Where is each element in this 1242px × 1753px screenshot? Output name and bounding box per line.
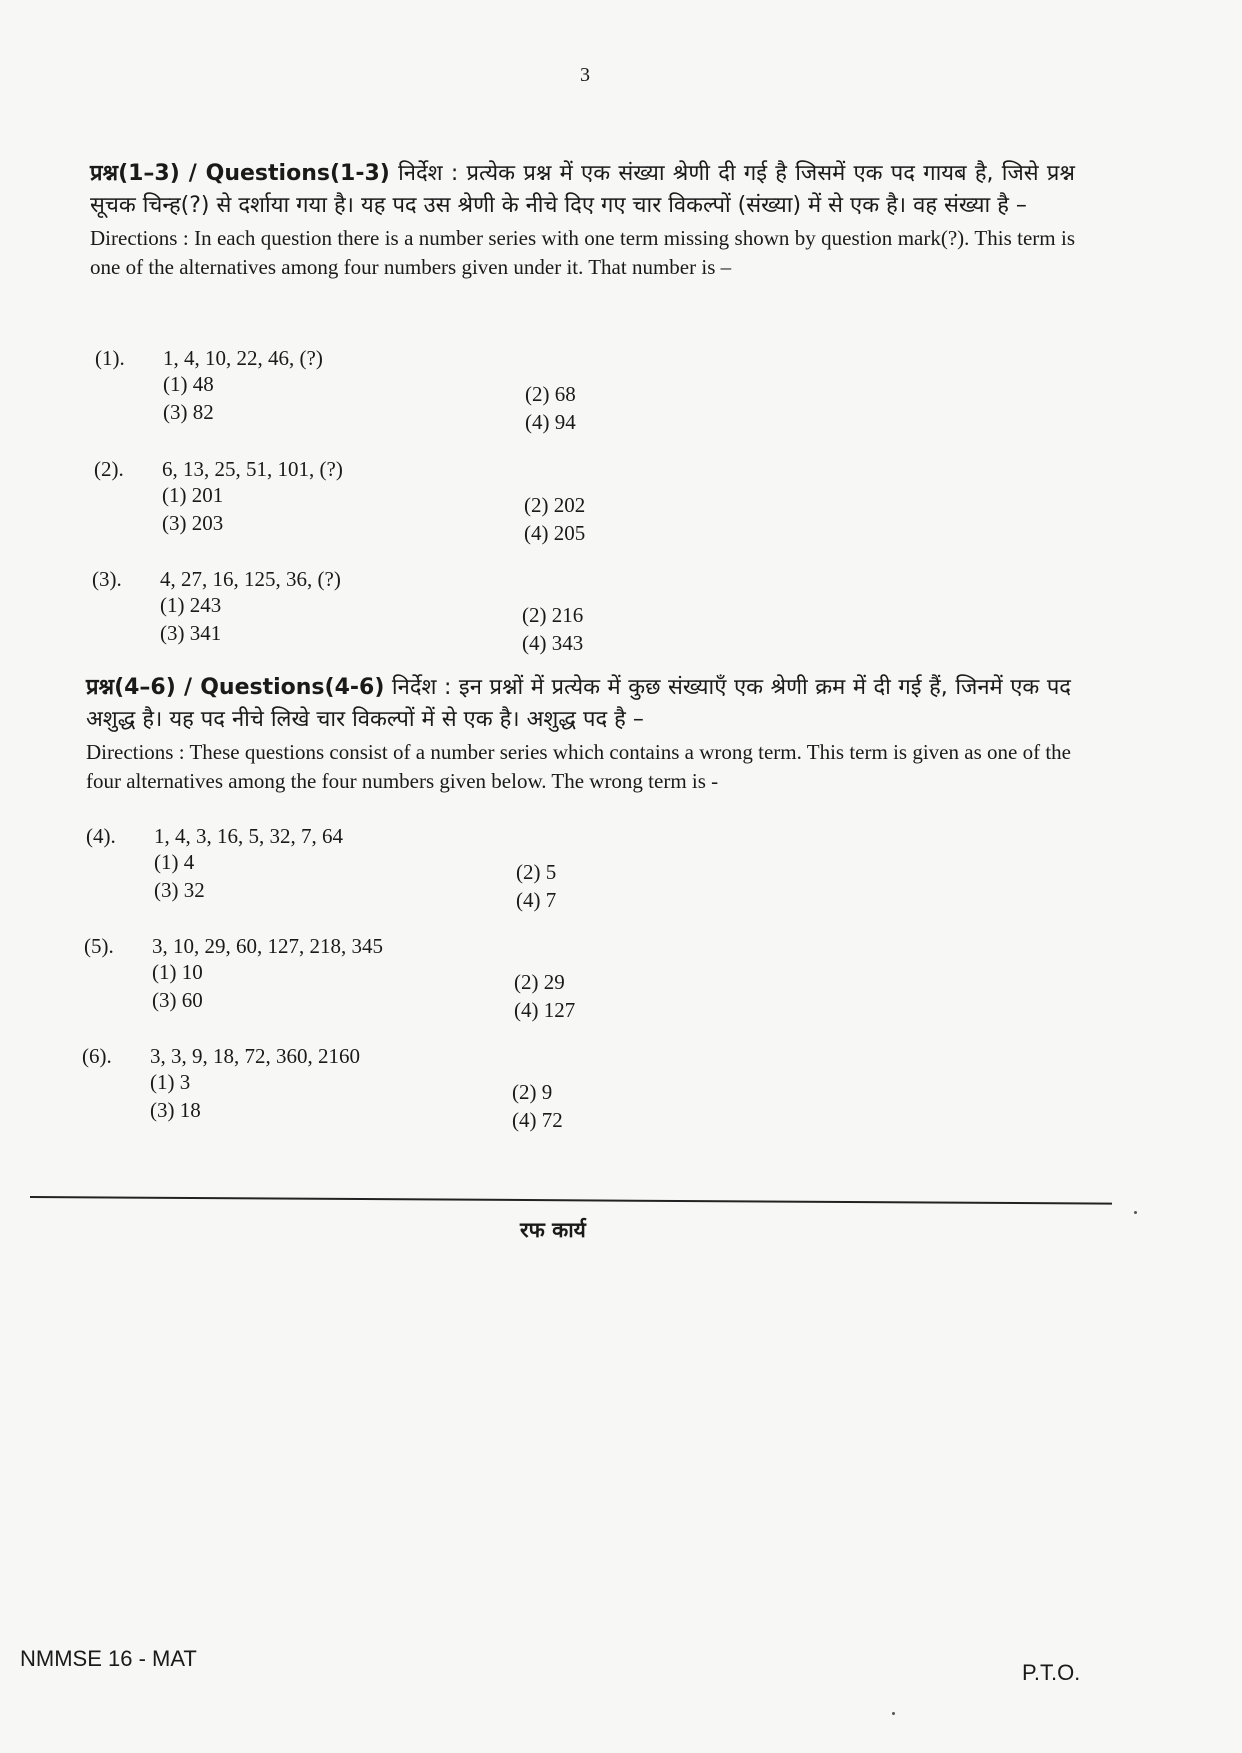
hindi-directions-1-label: प्रश्न(1–3) / Questions(1-3) bbox=[90, 161, 390, 186]
hindi-directions-1-text: निर्देश : प्रत्येक प्रश्न में एक संख्या श्रेणी दी गई है जिसमें एक पद गायब है, जिसे प्रश्न सूचक चिन्ह(?) से दर्शाया गया है। यह पद उस श्रेणी के नीचे दिए गए चार विकल्पों (संख्या) में से एक है। वह संख्या है – bbox=[90, 161, 1075, 218]
option-2: (2) 216 bbox=[522, 603, 584, 627]
question-series: 1, 4, 3, 16, 5, 32, 7, 64 bbox=[154, 824, 343, 848]
question-number: (1). bbox=[95, 346, 125, 370]
hindi-directions-2-label: प्रश्न(4–6) / Questions(4-6) bbox=[86, 675, 385, 700]
question-series: 4, 27, 16, 125, 36, (?) bbox=[160, 567, 341, 591]
option-4: (4) 72 bbox=[512, 1108, 563, 1132]
option-2: (2) 202 bbox=[524, 493, 586, 517]
english-directions-2: Directions : These questions consist of a number series which contains a wrong term. This term is given as one of the four alternatives among the four numbers given below. The wrong term is - bbox=[86, 740, 1071, 793]
option-4: (4) 127 bbox=[514, 998, 576, 1022]
question-number: (4). bbox=[86, 824, 116, 848]
question-number: (6). bbox=[82, 1044, 112, 1068]
option-3: (3) 32 bbox=[154, 878, 205, 902]
option-2: (2) 68 bbox=[525, 382, 576, 406]
rough-work-divider bbox=[30, 1196, 1112, 1205]
option-3: (3) 341 bbox=[160, 621, 222, 645]
rough-work-label: रफ कार्य bbox=[520, 1218, 586, 1242]
question-series: 6, 13, 25, 51, 101, (?) bbox=[162, 457, 343, 481]
question-number: (3). bbox=[92, 567, 122, 591]
english-directions-1: Directions : In each question there is a number series with one term missing shown by question mark(?). This term is one of the alternatives among four numbers given under it. That number is – bbox=[90, 226, 1075, 279]
option-1: (1) 201 bbox=[162, 483, 224, 507]
question-series: 1, 4, 10, 22, 46, (?) bbox=[163, 346, 323, 370]
hindi-directions-2-text: निर्देश : इन प्रश्नों में प्रत्येक में कुछ संख्याएँ एक श्रेणी क्रम में दी गई हैं, जिनमें एक पद अशुद्ध है। यह पद नीचे लिखे चार विकल्पों में से एक है। अशुद्ध पद है – bbox=[86, 675, 1071, 732]
question-number: (2). bbox=[94, 457, 124, 481]
footer-pto: P.T.O. bbox=[1022, 1660, 1081, 1685]
option-1: (1) 48 bbox=[163, 372, 214, 396]
option-1: (1) 243 bbox=[160, 593, 222, 617]
option-3: (3) 60 bbox=[152, 988, 203, 1012]
option-4: (4) 343 bbox=[522, 631, 584, 655]
option-4: (4) 205 bbox=[524, 521, 586, 545]
scan-speck bbox=[892, 1712, 895, 1715]
option-1: (1) 3 bbox=[150, 1070, 191, 1094]
option-3: (3) 18 bbox=[150, 1098, 201, 1122]
scan-speck bbox=[1134, 1211, 1137, 1214]
option-2: (2) 9 bbox=[512, 1080, 553, 1104]
page-number: 3 bbox=[580, 64, 590, 86]
footer-paper-code: NMMSE 16 - MAT bbox=[20, 1646, 197, 1671]
question-series: 3, 10, 29, 60, 127, 218, 345 bbox=[152, 934, 383, 958]
option-3: (3) 203 bbox=[162, 511, 224, 535]
question-number: (5). bbox=[84, 934, 114, 958]
option-2: (2) 5 bbox=[516, 860, 557, 884]
option-4: (4) 94 bbox=[525, 410, 576, 434]
option-4: (4) 7 bbox=[516, 888, 557, 912]
question-series: 3, 3, 9, 18, 72, 360, 2160 bbox=[150, 1044, 360, 1068]
hindi-directions-1 bbox=[90, 158, 1075, 222]
option-1: (1) 4 bbox=[154, 850, 195, 874]
option-2: (2) 29 bbox=[514, 970, 565, 994]
hindi-directions-2 bbox=[86, 672, 1071, 736]
directions-section-1 bbox=[90, 158, 1075, 282]
option-1: (1) 10 bbox=[152, 960, 203, 984]
option-3: (3) 82 bbox=[163, 400, 214, 424]
directions-section-2 bbox=[86, 672, 1071, 796]
